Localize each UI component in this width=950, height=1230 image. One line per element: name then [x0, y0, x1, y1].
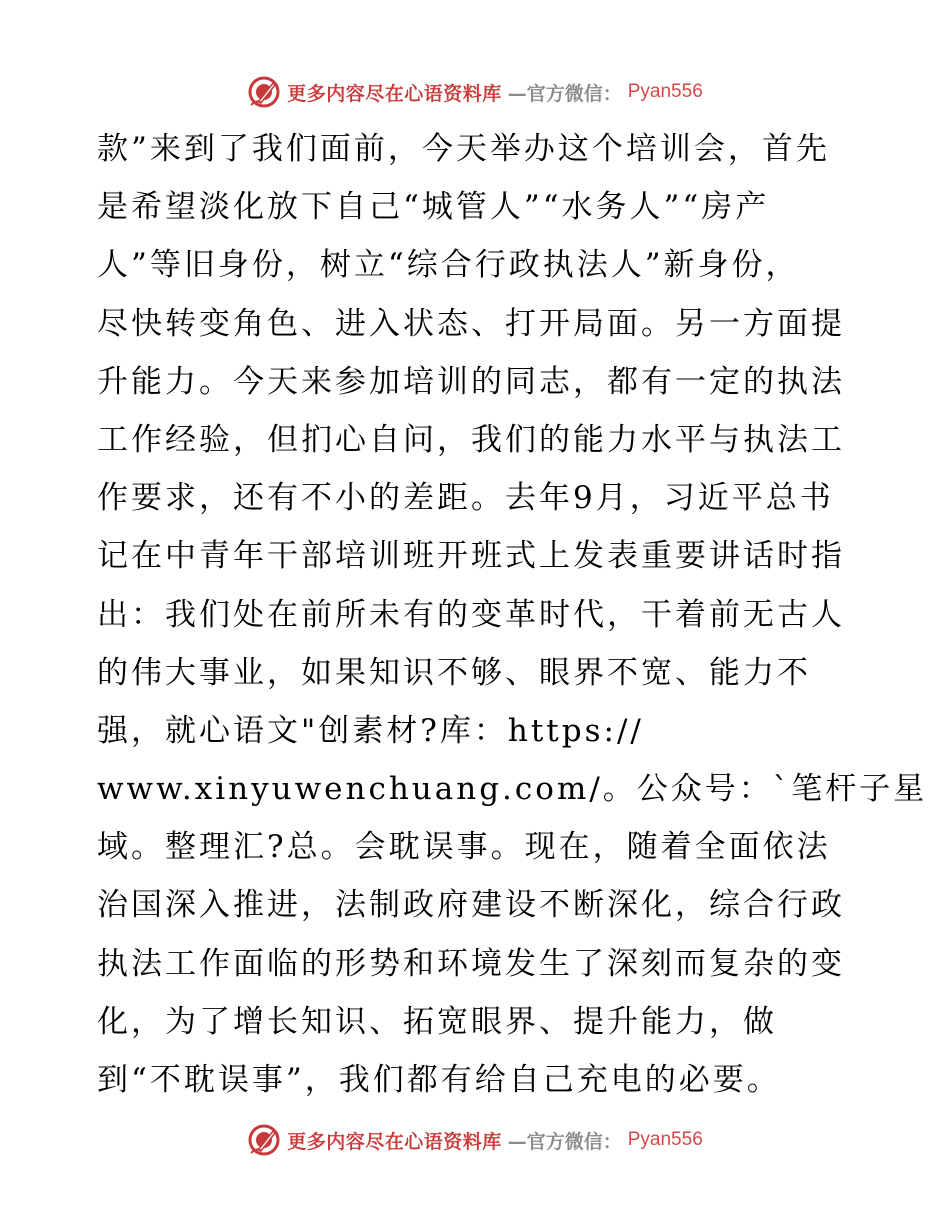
- body-line: 出：我们处在前所未有的变革时代，干着前无古人: [97, 596, 845, 633]
- body-line: 强，就心语文"创素材?库：https://: [97, 712, 644, 749]
- body-line: 工作经验，但扪心自问，我们的能力水平与执法工: [97, 421, 845, 458]
- body-line: 款”来到了我们面前，今天举办这个培训会，首先: [97, 131, 830, 167]
- watermark-id: Pyan556: [627, 1129, 703, 1150]
- body-line: 的伟大事业，如果知识不够、眼界不宽、能力不: [97, 654, 811, 691]
- body-line: 人”等旧身份，树立“综合行政执法人”新身份，: [97, 247, 800, 284]
- body-line: 升能力。今天来参加培训的同志，都有一定的执法: [97, 363, 845, 400]
- document-body: [97, 120, 928, 1109]
- footer-watermark: [0, 1120, 950, 1160]
- body-line: 是希望淡化放下自己“城管人”“水务人”“房产: [97, 189, 770, 226]
- logo-pen-icon: [247, 75, 281, 109]
- body-line: 域。整理汇?总。会耽误事。现在，随着全面依法: [97, 829, 831, 866]
- watermark-text: 更多内容尽在心语资料库: [287, 82, 502, 105]
- body-line: 尽快转变角色、进入状态、打开局面。另一方面提: [97, 305, 845, 342]
- logo-pen-icon: [247, 1123, 281, 1157]
- body-line: 到“不耽误事”，我们都有给自己充电的必要。: [97, 1062, 781, 1098]
- watermark-suffix: —官方微信：: [507, 1130, 622, 1153]
- watermark-text: 更多内容尽在心语资料库: [287, 1130, 502, 1153]
- body-line: 化，为了增长知识、拓宽眼界、提升能力，做: [97, 1003, 777, 1040]
- watermark-id: Pyan556: [627, 81, 703, 102]
- body-line: 执法工作面临的形势和环境发生了深刻而复杂的变: [97, 945, 845, 982]
- body-line: www.xinyuwenchuang.com/。公众号：`笔杆子星: [97, 771, 928, 808]
- header-watermark: [0, 72, 950, 112]
- body-line: 作要求，还有不小的差距。去年9月，习近平总书: [97, 480, 834, 517]
- body-line: 治国深入推进，法制政府建设不断深化，综合行政: [97, 887, 845, 924]
- watermark-suffix: —官方微信：: [507, 82, 622, 105]
- body-line: 记在中青年干部培训班开班式上发表重要讲话时指: [97, 538, 845, 575]
